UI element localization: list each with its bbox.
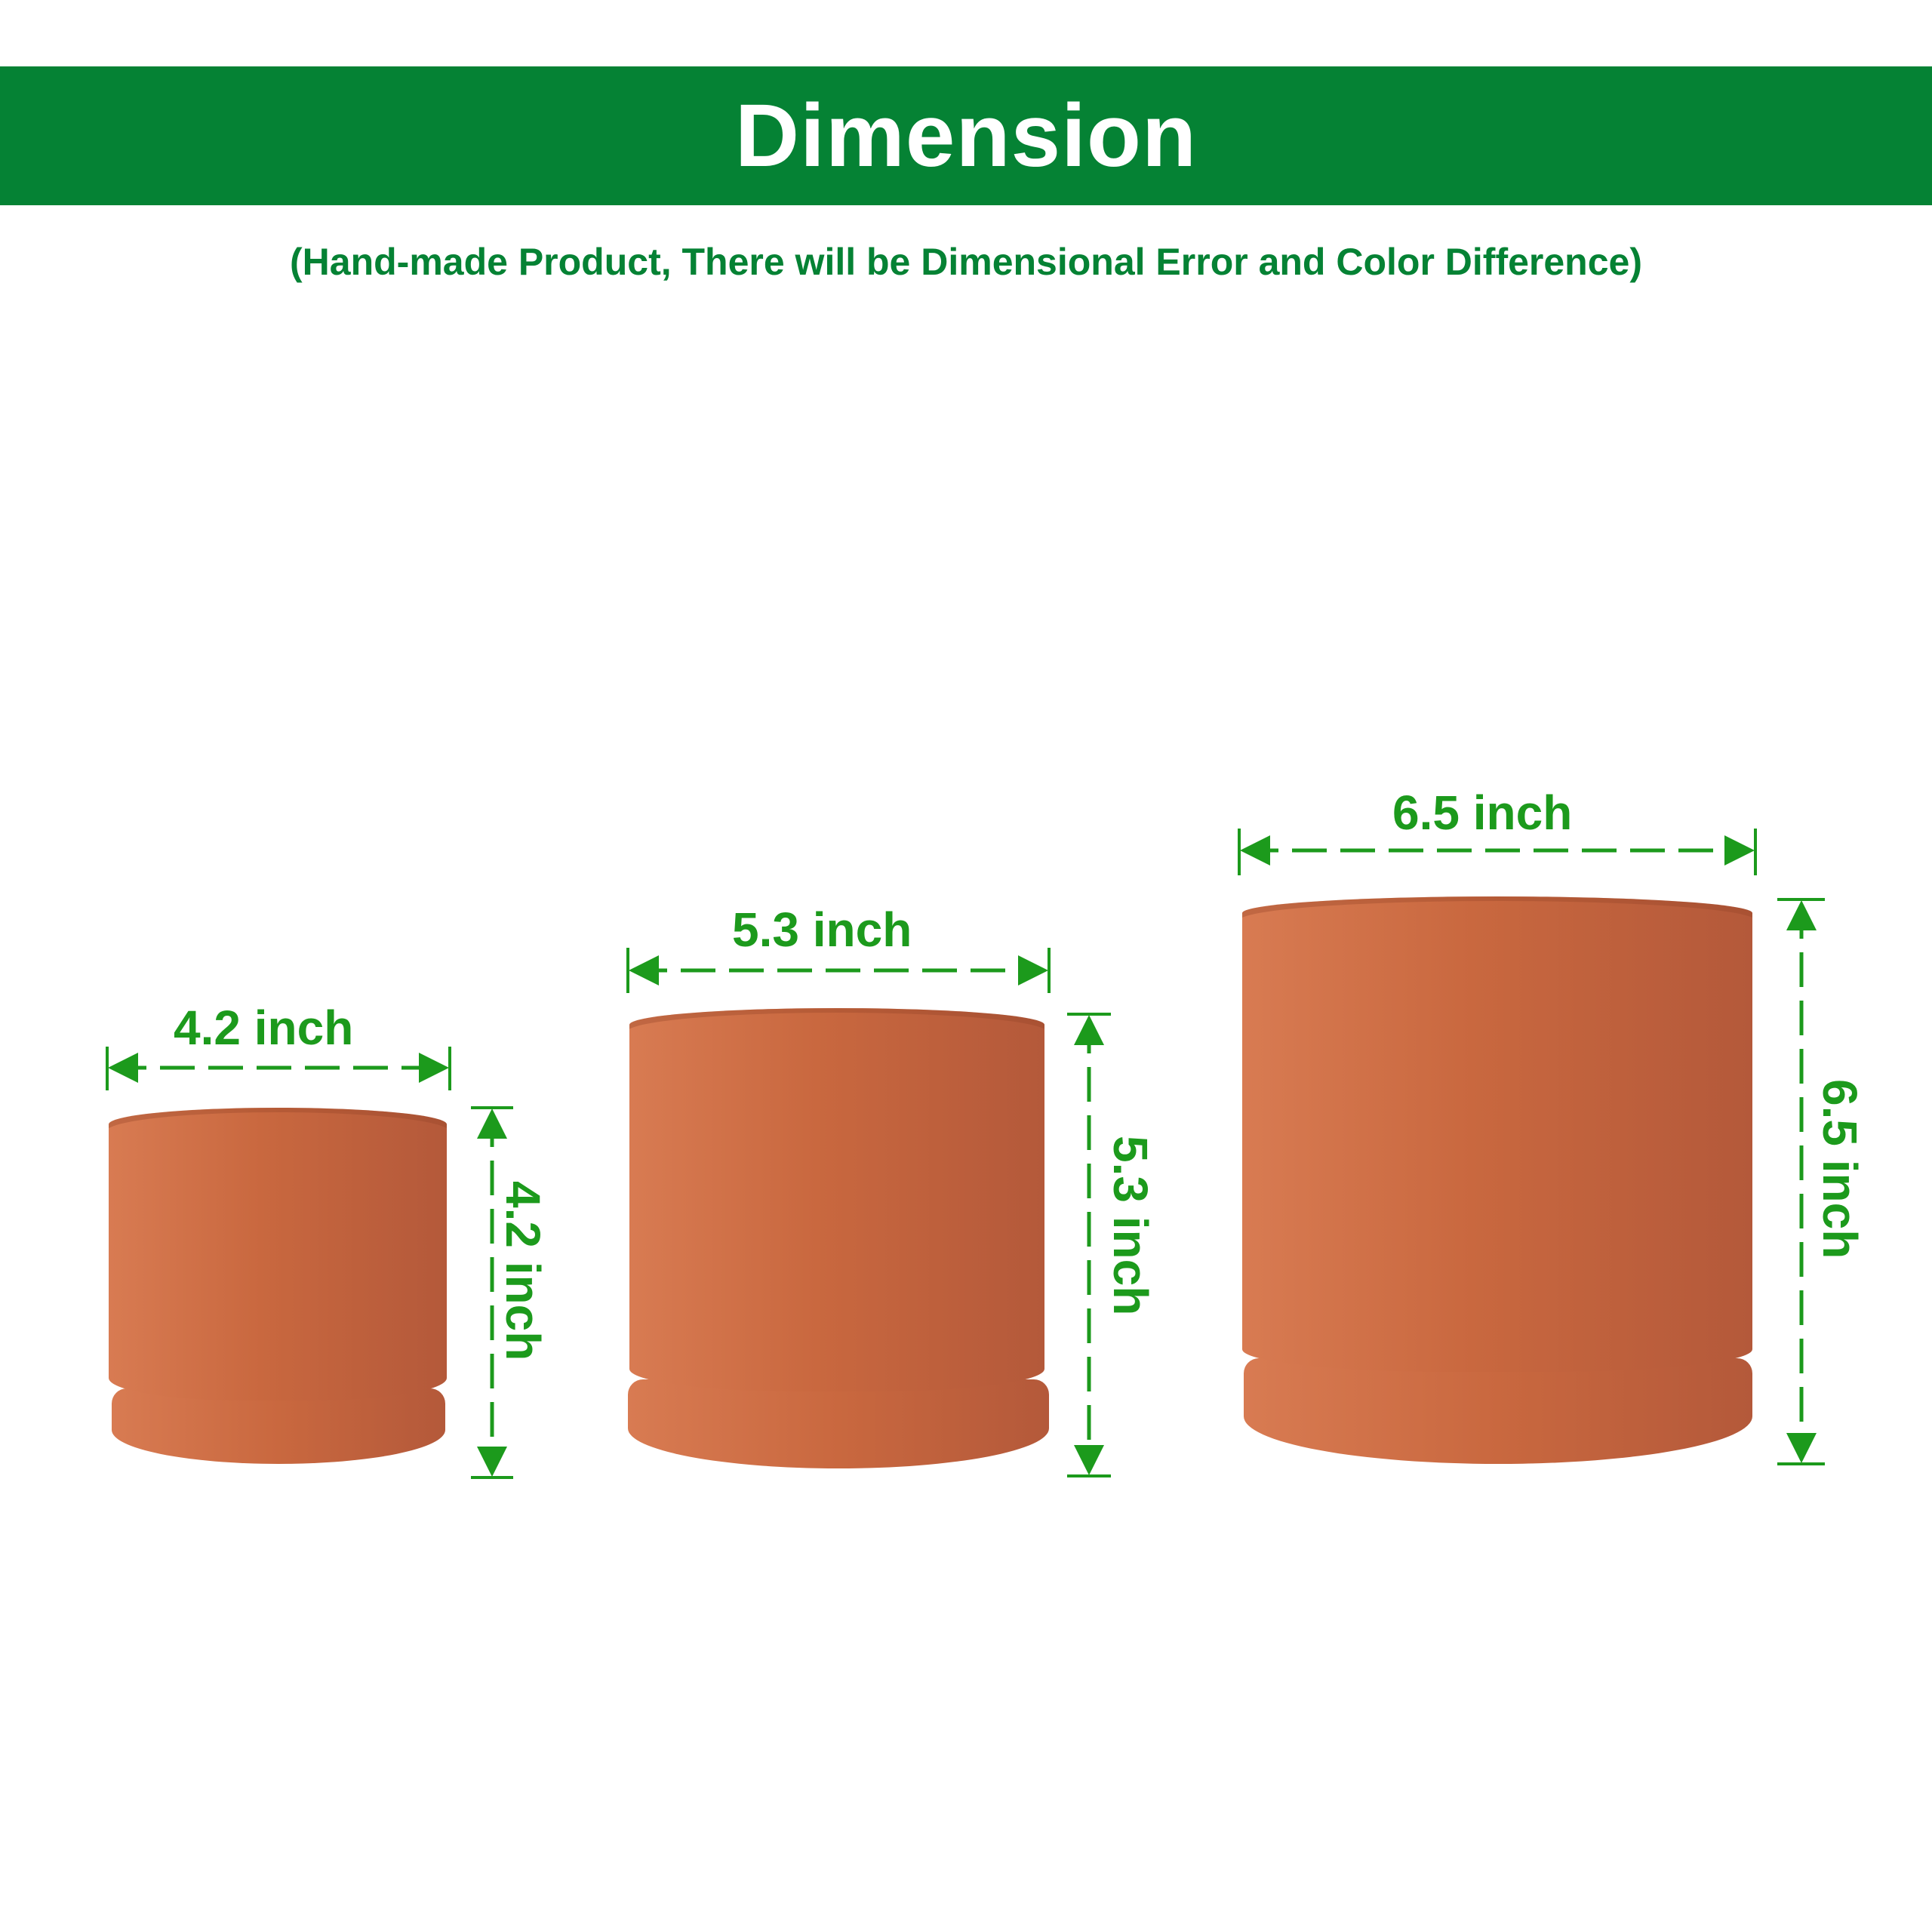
pot-large-height-arrow [1777,899,1825,1464]
page-title: Dimension [734,86,1198,186]
pot-medium-height-label: 5.3 inch [1103,1136,1158,1316]
pot-small-width-label: 4.2 inch [174,1001,354,1055]
pot-small-height-label: 4.2 inch [496,1181,550,1361]
pot-medium-width-arrow [628,948,1049,993]
disclaimer-subtitle: (Hand-made Product, There will be Dimensional Error and Color Difference) [290,241,1642,283]
pot-small-height-arrow [471,1108,513,1477]
pot-large-width-label: 6.5 inch [1392,786,1573,840]
pot-medium-width-label: 5.3 inch [732,902,912,957]
pot-medium-height-arrow [1067,1014,1111,1476]
pot-small-width-arrow [107,1047,450,1090]
pot-large-height-label: 6.5 inch [1813,1079,1867,1259]
pot-large-width-arrow [1239,829,1755,875]
